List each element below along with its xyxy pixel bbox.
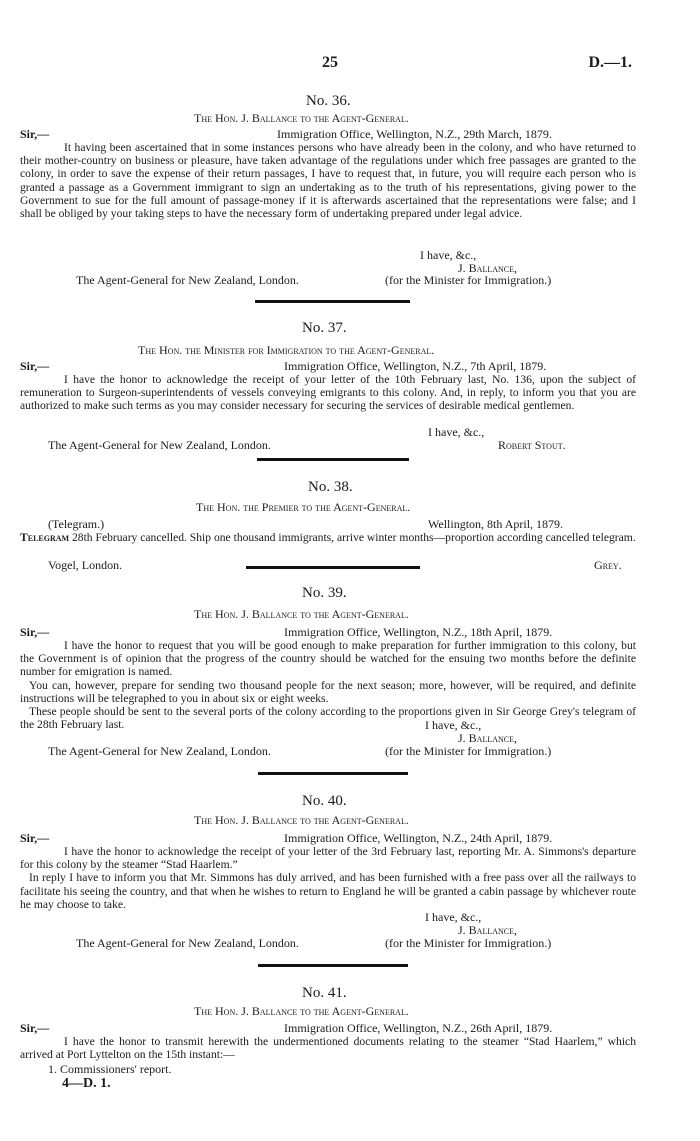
letter-36-signature-note: (for the Minister for Immigration.)	[385, 273, 552, 287]
letter-39-body	[20, 639, 636, 731]
letter-39-paragraph-3: These people should be sent to the several ports of the colony according to the proportions given in Sir George Grey's telegram of the 28th February last.	[20, 705, 636, 732]
letter-36-paragraph: It having been ascertained that in some instances persons who have already been in the colony, and who have returned to their mother-country on business or pleasure, have taken advantage of the regulations under which free passages are granted to the colony, in order to save the expense of their return passages, I have to request that, in future, you will require each person who is granted a passage as a Government immigrant to sign an undertaking as to the truth of his representations, giving power to the Government to sue for the full amount of passage-money if it is afterwards ascertained that the representations were false; and I shall be obliged by your taking steps to have the necessary form of undertaking prepared under legal advice.	[20, 141, 636, 221]
letter-38-number: No. 38.	[308, 479, 353, 495]
letter-36-number: No. 36.	[306, 93, 351, 109]
letter-39-signature: J. Ballance,	[458, 731, 518, 745]
letter-41-paragraph: I have the honor to transmit herewith the undermentioned documents relating to the steamer “Stad Haarlem,” which arrived at Port Lyttelton on the 15th instant:—	[20, 1035, 636, 1062]
letter-38-signature: Grey.	[594, 558, 622, 572]
letter-38-place-date: Wellington, 8th April, 1879.	[428, 517, 564, 531]
letter-37-salutation: Sir,—	[20, 359, 50, 373]
divider	[258, 772, 408, 775]
letter-40-paragraph-1: I have the honor to acknowledge the receipt of your letter of the 3rd February last, reporting Mr. A. Simmons's departure for this colony by the steamer “Stad Haarlem.”	[20, 845, 636, 872]
letter-36-closing: I have, &c.,	[420, 248, 477, 262]
letter-41-enclosure-item: 1. Commissioners' report.	[48, 1062, 172, 1076]
letter-40-place-date: Immigration Office, Wellington, N.Z., 24th April, 1879.	[284, 831, 553, 845]
letter-41-salutation: Sir,—	[20, 1021, 50, 1035]
divider	[257, 458, 409, 461]
letter-39-signature-note: (for the Minister for Immigration.)	[385, 744, 552, 758]
telegram-text: 28th February cancelled. Ship one thousand immigrants, arrive winter months—proportion according cancelled telegram.	[71, 531, 636, 544]
letter-39-salutation: Sir,—	[20, 625, 50, 639]
letter-38-type: (Telegram.)	[48, 517, 105, 531]
telegram-label: Telegram	[20, 531, 70, 544]
letter-40-number: No. 40.	[302, 793, 347, 809]
letter-37-paragraph: I have the honor to acknowledge the receipt of your letter of the 10th February last, No. 136, upon the subject of remuneration to Surgeon-superintendents of vessels conveying emigrants to this colony. And, in reply, to inform you that you are authorized to make such terms as you may consider necessary for securing the services of desirable medical gentlemen.	[20, 373, 636, 413]
letter-40-paragraph-2: In reply I have to inform you that Mr. Simmons has duly arrived, and has been furnished with a free pass over all the railways to facilitate his seeing the country, and that when he wishes to return to England he will be granted a cabin passage by whichever route he may choose to take.	[20, 871, 636, 911]
letter-40-addressee: The Agent-General for New Zealand, London.	[76, 936, 299, 950]
letter-39-number: No. 39.	[302, 585, 347, 601]
divider	[246, 566, 420, 569]
divider	[255, 300, 410, 303]
letter-40-closing: I have, &c.,	[425, 910, 482, 924]
page-number: 25	[322, 54, 338, 71]
letter-37-number: No. 37.	[302, 320, 347, 336]
letter-41-body	[20, 1035, 636, 1061]
letter-37-closing: I have, &c.,	[428, 425, 485, 439]
paper-reference: D.—1.	[588, 54, 632, 71]
letter-36-place-date: Immigration Office, Wellington, N.Z., 29th March, 1879.	[277, 127, 552, 141]
letter-39-paragraph-2: You can, however, prepare for sending two thousand people for the next season; more, however, will be required, and definite instructions will be telegraphed to you in about six or eight weeks.	[20, 678, 636, 705]
letter-39-paragraph-1: I have the honor to request that you will be good enough to make preparation for further immigration to this colony, but the Government is of opinion that the progress of the country should be watched for the ensuing two months before the definite number for emigration is named.	[20, 639, 636, 679]
letter-37-body	[20, 373, 636, 413]
letter-41-number: No. 41.	[302, 985, 347, 1001]
letter-36-heading: The Hon. J. Ballance to the Agent-General.	[194, 111, 409, 125]
letter-36-salutation: Sir,—	[20, 127, 50, 141]
letter-37-signature: Robert Stout.	[498, 438, 566, 452]
letter-41-heading: The Hon. J. Ballance to the Agent-General.	[194, 1004, 409, 1018]
letter-39-closing: I have, &c.,	[425, 718, 482, 732]
letter-39-place-date: Immigration Office, Wellington, N.Z., 18th April, 1879.	[284, 625, 553, 639]
letter-37-place-date: Immigration Office, Wellington, N.Z., 7th April, 1879.	[284, 359, 547, 373]
letter-40-heading: The Hon. J. Ballance to the Agent-General.	[194, 813, 409, 827]
letter-39-heading: The Hon. J. Ballance to the Agent-General.	[194, 607, 409, 621]
letter-37-heading: The Hon. the Minister for Immigration to the Agent-General.	[138, 343, 435, 357]
letter-40-signature: J. Ballance,	[458, 923, 518, 937]
letter-38-addressee: Vogel, London.	[48, 558, 123, 572]
letter-38-body	[20, 531, 636, 544]
letter-38-heading: The Hon. the Premier to the Agent-General.	[196, 500, 411, 514]
letter-40-salutation: Sir,—	[20, 831, 50, 845]
printer-signature-mark: 4—D. 1.	[62, 1076, 111, 1091]
letter-38-paragraph	[20, 531, 636, 544]
letter-36-body	[20, 141, 636, 220]
letter-39-addressee: The Agent-General for New Zealand, London.	[48, 744, 271, 758]
letter-36-signature: J. Ballance,	[458, 261, 518, 275]
letter-41-place-date: Immigration Office, Wellington, N.Z., 26th April, 1879.	[284, 1021, 553, 1035]
divider	[258, 964, 408, 967]
letter-37-addressee: The Agent-General for New Zealand, London.	[48, 438, 271, 452]
letter-36-addressee: The Agent-General for New Zealand, London.	[76, 273, 299, 287]
letter-40-body	[20, 845, 636, 911]
letter-40-signature-note: (for the Minister for Immigration.)	[385, 936, 552, 950]
